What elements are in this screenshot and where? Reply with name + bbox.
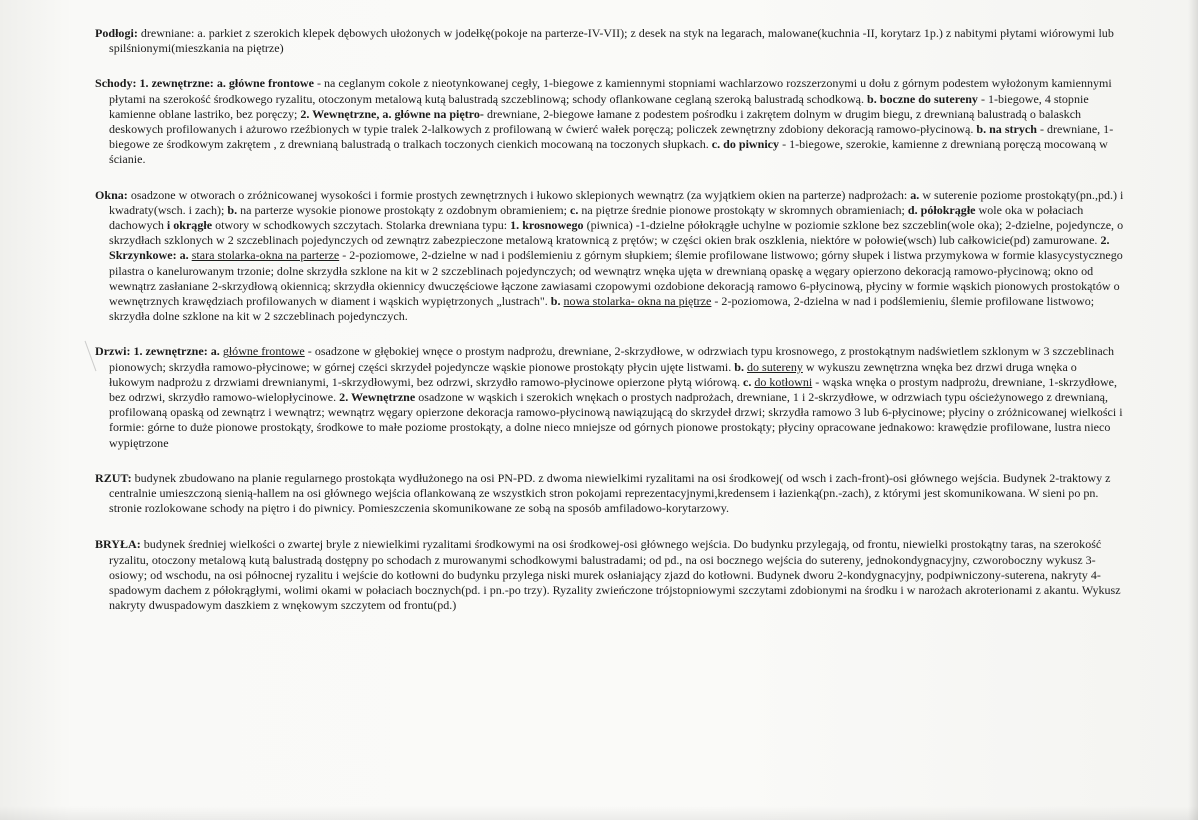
section-text: wole oka w połaciach dachowych (109, 202, 1084, 233)
underlined-text: główne frontowe (222, 344, 305, 359)
subheading: b. (550, 294, 561, 309)
section-heading: Podłogi: (95, 26, 138, 40)
subheading: 2. Wewnętrzne (339, 390, 416, 405)
section-text: w suterenie poziome prostokąty(pn.,pd.) i kwadraty(wsch. i zach); (109, 187, 1124, 217)
section-text: - 1-biegowe, szerokie, kamienne z drewnianą poręczą mocowaną w ścianie. (109, 137, 1108, 167)
document-body (95, 26, 1125, 634)
subheading: b. (227, 202, 238, 217)
section-text: osadzone w otworach o zróżnicowanej wysokości i formie prostych zewnętrznych i łukowo sklepionych wewnątrz (za wyjątkiem okien na parterze) nadprożach: (127, 187, 908, 202)
section-heading: Drzwi: (95, 344, 131, 359)
section-text: budynek zbudowano na planie regularnego prostokąta wydłużonego na osi PN-PD. z dwoma niewielkimi ryzalitami na osi środkowej( od wsch i zach-front)-osi głównego wejścia. Budynek 2-traktowy z centralnie umieszczoną sienią-hallem na osi głównego wejścia oflankowaną ze wszystkich stron pokojami reprezentacyjnymi,kredensem i łazienką(pn.-zach), z którymi jest skomunikowana. W sieni po pn. stronie rozlokowane schody na piętro i do piwnicy. Pomieszczenia skomunikowane ze sobą na sposób amfiladowo-korytarzowy. (109, 470, 1111, 516)
section-text: drewniane, 2-biegowe łamane z podestem pośrodku i zakrętem dolnym w drugim biegu, z drewnianą balustradą o balaskch deskowych profilowanych i ażurowo rzeźbionych w typie tralek 2-lalkowych z profilowaną w ćwierć wałek poręczą; policzek zewnętrzny zdobiony dekoracją ramowo-płycinową. (109, 106, 1082, 137)
section-text: (piwnica) -1-dzielne półokrągłe uchylne w poziomie szklone bez szczeblin(wole oka); 2-dzielne, pojedyncze, o skrzydłach szklonych w 2 szczeblinach pojedynczych od zewnątrz zabezpieczone metalową kratownicą z prętów; w części okien brak oszklenia, niektóre w połowie(wsch) lub całkowicie(pd) zamurowane. (109, 218, 1124, 248)
subheading: c. (742, 374, 752, 389)
underlined-text: nowa stolarka- okna na piętrze (563, 294, 712, 309)
section-text: w wykuszu zewnętrzna wnęka bez drzwi druga wnęka o łukowym nadprożu z drzwiami drewnianymi, 1-skrzydłowymi, bez odrzwi, skrzydło ramowo-płycinowe opierzone płytą wiórową. (109, 359, 1077, 389)
subheading: i okrągłe (166, 218, 213, 233)
subheading: 1. zewnętrzne: (133, 344, 208, 359)
section-heading: RZUT: (95, 470, 132, 485)
section-bryla (95, 537, 1125, 613)
section-okna (95, 188, 1125, 325)
subheading: 2. Wewnętrzne, a. główne na piętro- (300, 106, 484, 121)
section-rzut (95, 471, 1125, 517)
section-text: - drewniane, 1-biegowe ze środkowym zakrętem , z drewnianą balustradą o tralkach toczonych cienkich mocowaną na toczonych słupkach. (109, 122, 1114, 152)
subheading: 2. Skrzynkowe: (109, 233, 1110, 263)
section-text: - 1-biegowe, 4 stopnie kamienne oblane lastriko, bez poręczy; (109, 91, 1089, 121)
section-heading: Okna: (95, 187, 128, 202)
section-text: budynek średniej wielkości o zwartej bryle z niewielkimi ryzalitami środkowymi na osi środkowej-osi głównego wejścia. Do budynku przylegają, od frontu, niewielki prostokątny taras, na szerokość ryzalitu, otoczony metalową kutą balustradą dostępny po schodach z murowanymi schodkowymi balustradami; od pd., na osi bocznego wejścia do sutereny, jednokondygnacyjny, czworoboczny wykusz 3-osiowy; od wschodu, na osi północnej ryzalitu i wejście do kotłowni do budynku przylega niski murek osłaniający zjazd do kotłowni. Budynek dworu 2-kondygnacyjny, podpiwniczony-suterena, nakryty 4-spadowym dachem z półokrągłymi, wolimi okami w połaciach bocznych(pd. i pn.-po trzy). Ryzality zwieńczone trójstopniowymi szczytami zdobionymi na środku i w narożach akroterionami z akantu. Wykusz nakryty dwuspadowym daszkiem z wnękowym szczytem od frontu(pd.) (109, 537, 1121, 613)
section-schody (95, 76, 1125, 167)
subheading: b. na strych (976, 122, 1037, 137)
section-podlogi (95, 26, 1125, 56)
page-bottom-shadow (0, 806, 1198, 820)
section-drzwi (95, 344, 1125, 450)
subheading: b. boczne do sutereny (867, 91, 978, 106)
subheading: 1. krosnowego (510, 218, 584, 233)
section-text: - na ceglanym cokole z nieotynkowanej cegły, 1-biegowe z kamiennymi stopniami wachlarzowo rozszerzonymi u dołu z górnym podestem wyłożonym kamiennymi płytami na szerokość środkowego ryzalitu, otoczonym metalową kutą balustradą szczeblinową; schody oflankowane ceglaną szeroką balustradą schodkową. (109, 76, 1112, 106)
underlined-text: stara stolarka-okna na parterze (191, 248, 340, 263)
subheading: d. półokrągłe (907, 202, 976, 217)
section-text: - wąska wnęka o prostym nadprożu, drewniane, 1-skrzydłowe, bez odrzwi, skrzydło ramowo-wielopłycinowe. (109, 374, 1118, 405)
section-text: - 2-poziomowa, 2-dzielna w nad i podślemieniu, ślemie profilowane listwowo; skrzydła dolne szklone na kit w 2 szczeblinach pojedynczych. (109, 294, 1095, 324)
subheading: a. (210, 344, 220, 359)
underlined-text: do sutereny (747, 359, 803, 374)
section-text: na parterze wysokie pionowe prostokąty z ozdobnym obramieniem; (240, 202, 567, 217)
section-text: - osadzone w głębokiej wnęce o prostym nadprożu, drewniane, 2-skrzydłowe, w odrzwiach typu krosnowego, z prostokątnym nadświetlem szklonym w 3 szczeblinach pionowych; skrzydła ramowo-płycinowe; w górnej części skrzydeł pojedyncze wąskie pionowe prostokąty płycin ujęte listwami. (109, 344, 1115, 374)
subheading: a. główne frontowe (216, 76, 314, 91)
section-text: - 2-poziomowe, 2-dzielne w nad i podślemieniu z górnym słupkiem; ślemie profilowane listwowo; górny słupek i listwa przymykowa w formie klasycystycznego pilastra o kanelurowanym trzonie; dolne skrzydła szklone na kit w 2 szczeblinach pojedynczych; od wewnątrz wnęka ujęta w drewnianą opaskę a węgary opierzono dekoracją ramowo-płycinową; okno od wewnątrz zasłaniane 2-skrzydłową okiennicą; skrzydła okiennicy dwuczęściowe łączone zawiasami czopowymi ozdobione dekoracją ramowo 6-płycinową, płyciny w formie wąskich pionowych prostokątów o wewnętrznych krawędziach profilowanych w diament i wąskich wypiętrzonych „lustrach". (109, 248, 1123, 309)
subheading: a. (179, 248, 189, 263)
section-text: na piętrze średnie pionowe prostokąty w skromnych obramieniach; (581, 202, 905, 217)
section-text: otwory w schodkowych szczytach. Stolarka drewniana typu: (215, 218, 508, 233)
subheading: b. (734, 359, 744, 374)
subheading: 1. zewnętrzne: (139, 76, 214, 91)
subheading: c. (570, 202, 579, 217)
subheading: a. (910, 187, 920, 202)
section-heading: Schody: (95, 76, 137, 91)
page-edge-shadow (1188, 0, 1198, 820)
section-text: drewniane: a. parkiet z szerokich klepek dębowych ułożonych w jodełkę(pokoje na parterze-IV-VII); z desek na styk na legarach, malowane(kuchnia -II, korytarz 1p.) z nabitymi płytami wiórowymi lub spilśnionymi(mieszkania na piętrze) (109, 26, 1114, 56)
section-text: osadzone w wąskich i szerokich wnękach o prostych nadprożach, drewniane, 1 i 2-skrzydłowe, w odrzwiach typu ościeżynowego z drewnianą, profilowaną opaską od zewnątrz i wewnątrz; wewnątrz węgary opierzone dekoracja ramowo-płycinową nawiązującą do skrzydeł drzwi; skrzydła ramowo 3 lub 6-płycinowe; płyciny o zróżnicowanej wielkości i formie: górne to duże pionowe prostokąty, środkowe to małe poziome prostokąty, a dolne nieco mniejsze od górnych pionowe prostokąty; płyciny opracowane jednakowo: krawędzie profilowane, lustra nieco wypiętrzone (109, 390, 1123, 450)
subheading: c. do piwnicy (711, 137, 780, 152)
underlined-text: do kotłowni (754, 374, 813, 389)
section-heading: BRYŁA: (95, 537, 141, 552)
